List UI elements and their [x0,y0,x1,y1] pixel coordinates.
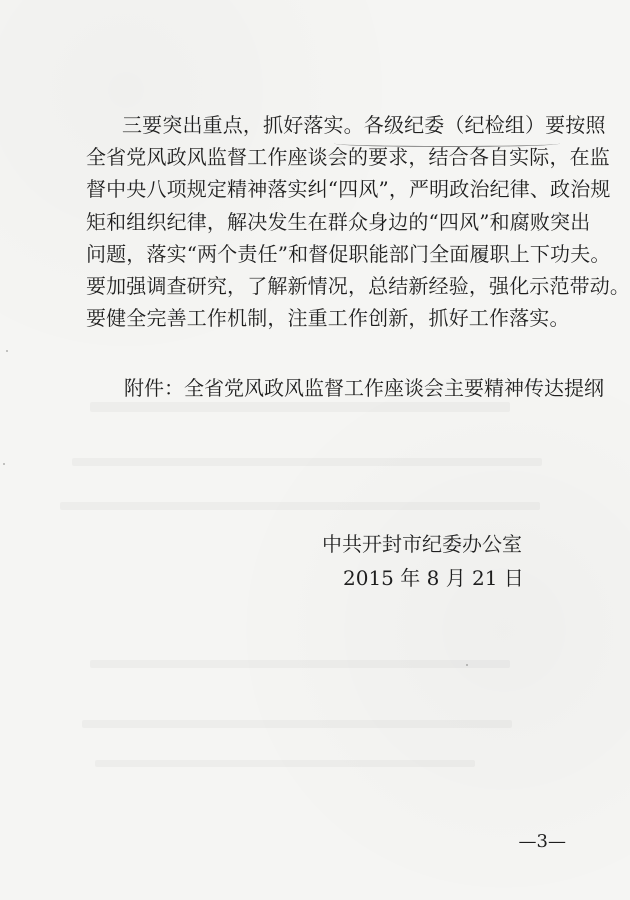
paragraph-line: 全省党风政风监督工作座谈会的要求，结合各自实际，在监 [86,145,610,170]
attachment-line: 附件：全省党风政风监督工作座谈会主要精神传达提纲 [124,376,604,400]
bleed-through-mark [90,660,510,668]
paragraph-line: 问题，落实“两个责任”和督促职能部门全面履职上下功夫。 [86,241,611,266]
paragraph-line: 要加强调查研究，了解新情况，总结新经验，强化示范带动。 [86,273,630,298]
paragraph-line: 督中央八项规定精神落实纠“四风”，严明政治纪律、政治规 [86,177,611,202]
scan-speck [6,350,8,352]
page-number: —3— [518,831,566,852]
paragraph-line: 要健全完善工作机制，注重工作创新，抓好工作落实。 [86,306,570,331]
paragraph-line: 矩和组织纪律，解决发生在群众身边的“四风”和腐败突出 [86,209,591,234]
issue-date: 2015 年 8 月 21 日 [343,566,524,590]
bleed-through-mark [90,402,510,412]
paragraph-line: 三要突出重点，抓好落实。各级纪委（纪检组）要按照 [122,113,606,137]
scan-speck [466,664,468,666]
bleed-through-mark [82,720,512,728]
issuer-signature: 中共开封市纪委办公室 [322,532,522,556]
handwritten-underline [334,140,560,147]
bleed-through-mark [60,502,540,510]
bleed-through-mark [72,458,542,466]
scan-speck [3,463,5,465]
bleed-through-mark [95,760,475,767]
